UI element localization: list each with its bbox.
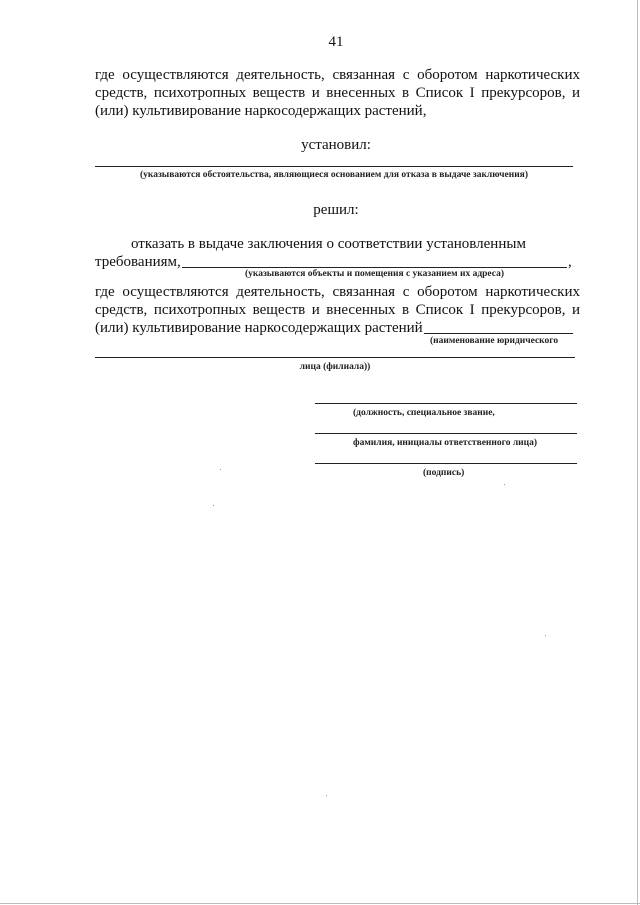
scan-speck <box>504 484 505 485</box>
scan-speck <box>220 469 221 470</box>
name-hint: фамилия, инициалы ответственного лица) <box>353 438 538 448</box>
position-fill-line[interactable] <box>315 403 577 404</box>
paragraph-line: средств, психотропных веществ и внесенных в Список I прекурсоров, и <box>95 302 580 318</box>
scan-edge-bottom <box>0 903 640 904</box>
decided-line2-prefix: требованиям, <box>95 254 181 270</box>
org-name-hint-1: (наименование юридического <box>430 336 559 346</box>
org-name-fill-line[interactable] <box>424 333 573 334</box>
page-number: 41 <box>328 34 344 50</box>
paragraph-line: где осуществляются деятельность, связанная с оборотом наркотических <box>95 67 580 83</box>
name-fill-line[interactable] <box>315 433 577 434</box>
established-heading: установил: <box>301 137 371 153</box>
scan-edge-right <box>637 0 638 905</box>
scan-speck <box>545 635 546 636</box>
objects-fill-line[interactable] <box>182 267 567 268</box>
org-name-hint-2: лица (филиала)) <box>299 362 371 372</box>
position-hint: (должность, специальное звание, <box>353 408 495 418</box>
paragraph-line: средств, психотропных веществ и внесенных в Список I прекурсоров, и <box>95 85 580 101</box>
decided-heading: решил: <box>313 202 359 218</box>
scan-speck <box>213 505 214 506</box>
decided-line2-comma: , <box>568 254 572 270</box>
established-hint: (указываются обстоятельства, являющиеся основанием для отказа в выдаче заключения) <box>140 170 528 180</box>
paragraph-line: (или) культивирование наркосодержащих растений <box>95 320 423 336</box>
decided-line1: отказать в выдаче заключения о соответствии установленным <box>131 236 526 252</box>
paragraph-line: (или) культивирование наркосодержащих растений, <box>95 103 427 119</box>
objects-hint: (указываются объекты и помещения с указанием их адреса) <box>244 269 504 279</box>
established-fill-line[interactable] <box>95 166 573 167</box>
paragraph-line: где осуществляются деятельность, связанная с оборотом наркотических <box>95 284 580 300</box>
scan-speck <box>326 795 327 796</box>
org-name-fill-line-2[interactable] <box>95 357 575 358</box>
sign-fill-line[interactable] <box>315 463 577 464</box>
sign-hint: (подпись) <box>423 468 465 478</box>
